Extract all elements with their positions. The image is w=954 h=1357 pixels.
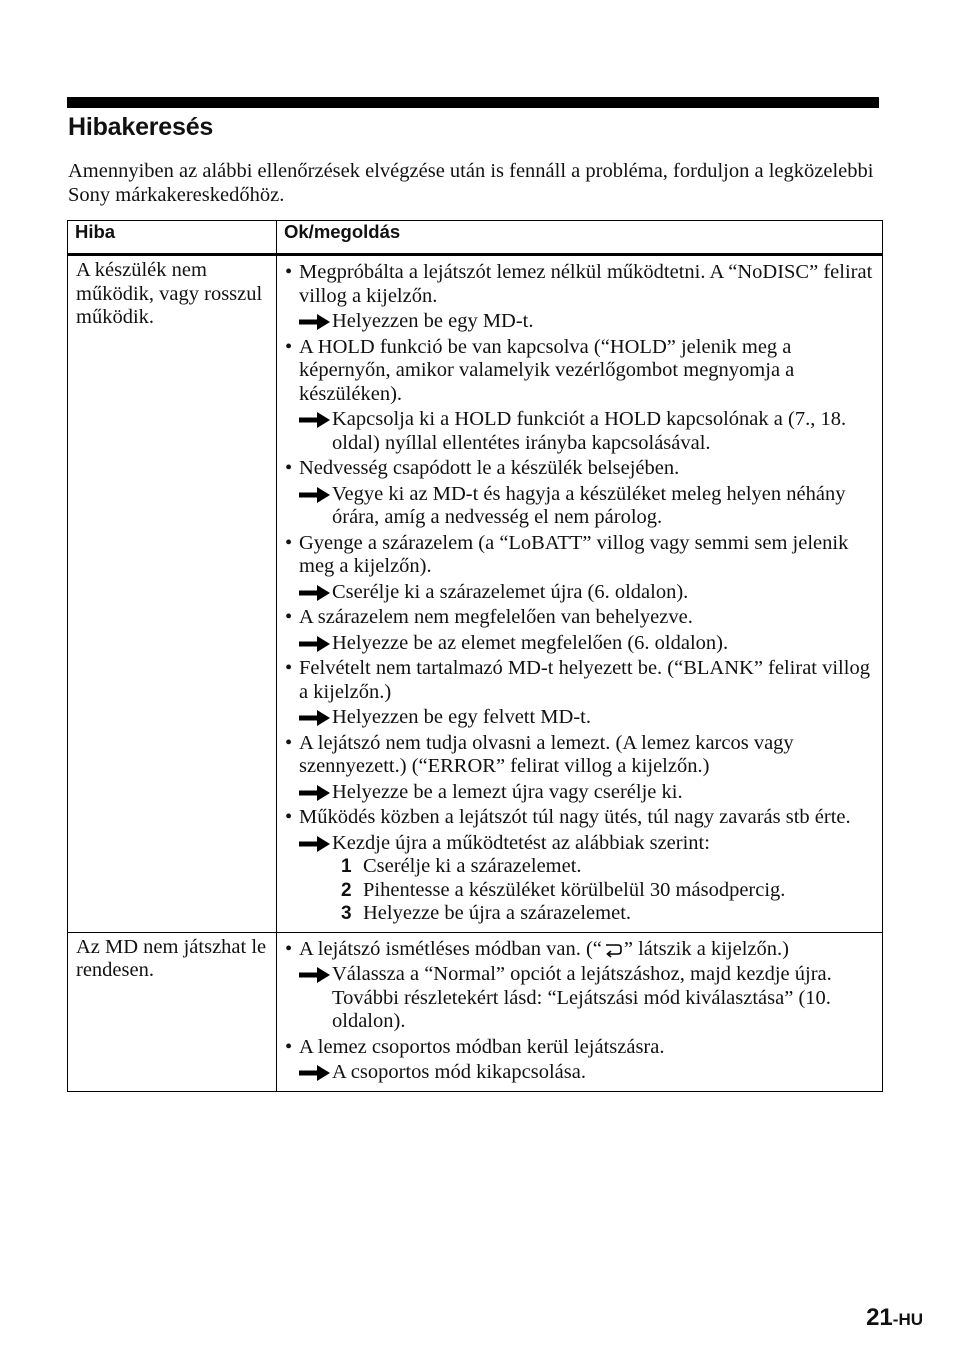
remedy-item (285, 832, 876, 856)
cause-item (285, 1036, 876, 1060)
table-row (68, 932, 883, 1091)
page-number-suffix: -HU (892, 1310, 923, 1329)
remedy-item (285, 581, 876, 605)
right-arrow-icon (299, 835, 331, 853)
right-arrow-icon (299, 635, 331, 653)
bullet-icon: • (285, 531, 293, 554)
remedy-item (285, 706, 876, 730)
cause-item (285, 657, 876, 704)
cause-text: A HOLD funkció be van kapcsolva (“HOLD” jelenik meg a képernyőn, amikor valamelyik vezérlőgombot megnyomja a készüléken). (299, 335, 795, 405)
step-item (285, 855, 876, 879)
remedy-text: Helyezzen be egy MD-t. (332, 310, 534, 332)
step-number: 3 (341, 903, 352, 924)
bullet-icon: • (285, 731, 293, 754)
bullet-icon: • (285, 457, 293, 479)
remedy-text: Helyezze be a lemezt újra vagy cserélje ki. (332, 780, 683, 803)
cause-text: Megpróbálta a lejátszót lemez nélkül működtetni. A “NoDISC” felirat villog a kijelzőn. (299, 261, 873, 307)
right-arrow-icon (299, 584, 331, 602)
column-header-solution: Ok/megoldás (277, 221, 883, 255)
cause-text: A lemez csoportos módban kerül lejátszásra. (299, 1035, 665, 1058)
remedy-text: Helyezze be az elemet megfelelően (6. oldalon). (332, 631, 729, 654)
problem-cell: Az MD nem játszhat le rendesen. (68, 932, 277, 1091)
intro-text: Amennyiben az alábbi ellenőrzések elvégzése után is fennáll a probléma, forduljon a legközelebbi Sony márkakereskedőhöz. (68, 160, 874, 206)
right-arrow-icon (299, 1064, 331, 1082)
remedy-text: Vegye ki az MD-t és hagyja a készüléket meleg helyen néhány órára, amíg a nedvesség el nem párolog. (332, 482, 846, 528)
remedy-text: A csoportos mód kikapcsolása. (332, 1061, 586, 1083)
remedy-text: Válassza a “Normal” opciót a lejátszáshoz, majd kezdje újra. További részletekért lásd: “Lejátszási mód kiválasztása” (10. oldalon). (332, 963, 832, 1032)
remedy-item (285, 963, 876, 1034)
remedy-text: Kapcsolja ki a HOLD funkciót a HOLD kapcsolónak a (7., 18. oldal) nyíllal ellentétes irányba kapcsolásával. (332, 408, 847, 454)
right-arrow-icon (299, 966, 331, 984)
cause-text: A lejátszó nem tudja olvasni a lemezt. (A lemez karcos vagy szennyezett.) (“ERROR” felirat villog a kijelzőn.) (299, 731, 794, 777)
remedy-item (285, 483, 876, 530)
repeat-icon (602, 942, 624, 958)
remedy-text: Helyezzen be egy felvett MD-t. (332, 706, 591, 728)
cause-item (285, 732, 876, 779)
remedy-item (285, 1061, 876, 1085)
step-number: 1 (341, 856, 352, 877)
cause-text: A szárazelem nem megfelelően van behelyezve. (299, 606, 693, 628)
cause-text: Nedvesség csapódott le a készülék belsejében. (299, 457, 680, 479)
right-arrow-icon (299, 411, 331, 429)
right-arrow-icon (299, 313, 331, 331)
troubleshooting-table (67, 220, 883, 1092)
remedy-item (285, 632, 876, 656)
step-text: Helyezze be újra a szárazelemet. (363, 902, 632, 924)
cause-text: Felvételt nem tartalmazó MD-t helyezett be. (“BLANK” felirat villog a kijelzőn.) (299, 657, 870, 703)
bullet-icon: • (285, 1035, 293, 1058)
table-header-row (68, 221, 883, 255)
cause-item (285, 606, 876, 630)
cause-text: Működés közben a lejátszót túl nagy ütés, túl nagy zavarás stb érte. (299, 806, 851, 828)
page-number (866, 1304, 923, 1332)
remedy-item (285, 408, 876, 455)
section-header-bar (67, 97, 879, 108)
cause-text: Gyenge a szárazelem (a “LoBATT” villog vagy semmi sem jelenik meg a kijelzőn). (299, 531, 849, 577)
column-header-problem: Hiba (68, 221, 277, 255)
remedy-text: Cserélje ki a szárazelemet újra (6. oldalon). (332, 580, 689, 603)
step-text: Pihentesse a készüléket körülbelül 30 másodpercig. (363, 878, 786, 901)
cause-item (285, 457, 876, 481)
solution-cell (277, 255, 883, 933)
solution-cell (277, 932, 883, 1091)
step-item (285, 879, 876, 903)
cause-item (285, 938, 876, 962)
right-arrow-icon (299, 784, 331, 802)
right-arrow-icon (299, 709, 331, 727)
cause-item (285, 336, 876, 407)
cause-item (285, 532, 876, 579)
remedy-item (285, 781, 876, 805)
bullet-icon: • (285, 657, 293, 679)
cause-text-after-icon: ” látszik a kijelzőn.) (623, 937, 789, 960)
page-number-value: 21 (866, 1304, 893, 1331)
cause-item (285, 261, 876, 308)
bullet-icon: • (285, 937, 293, 960)
bullet-icon: • (285, 335, 293, 358)
step-number: 2 (341, 879, 352, 901)
cause-item (285, 806, 876, 830)
problem-cell: A készülék nem működik, vagy rosszul működik. (68, 255, 277, 933)
bullet-icon: • (285, 261, 293, 283)
table-row (68, 255, 883, 933)
cause-text-before-icon: A lejátszó ismétléses módban van. (“ (299, 937, 602, 960)
right-arrow-icon (299, 486, 331, 504)
page-title: Hibakeresés (68, 113, 214, 141)
bullet-icon: • (285, 606, 293, 628)
step-text: Cserélje ki a szárazelemet. (363, 855, 582, 877)
step-item (285, 902, 876, 926)
remedy-text: Kezdje újra a működtetést az alábbiak szerint: (332, 831, 710, 854)
bullet-icon: • (285, 806, 293, 828)
remedy-item (285, 310, 876, 334)
